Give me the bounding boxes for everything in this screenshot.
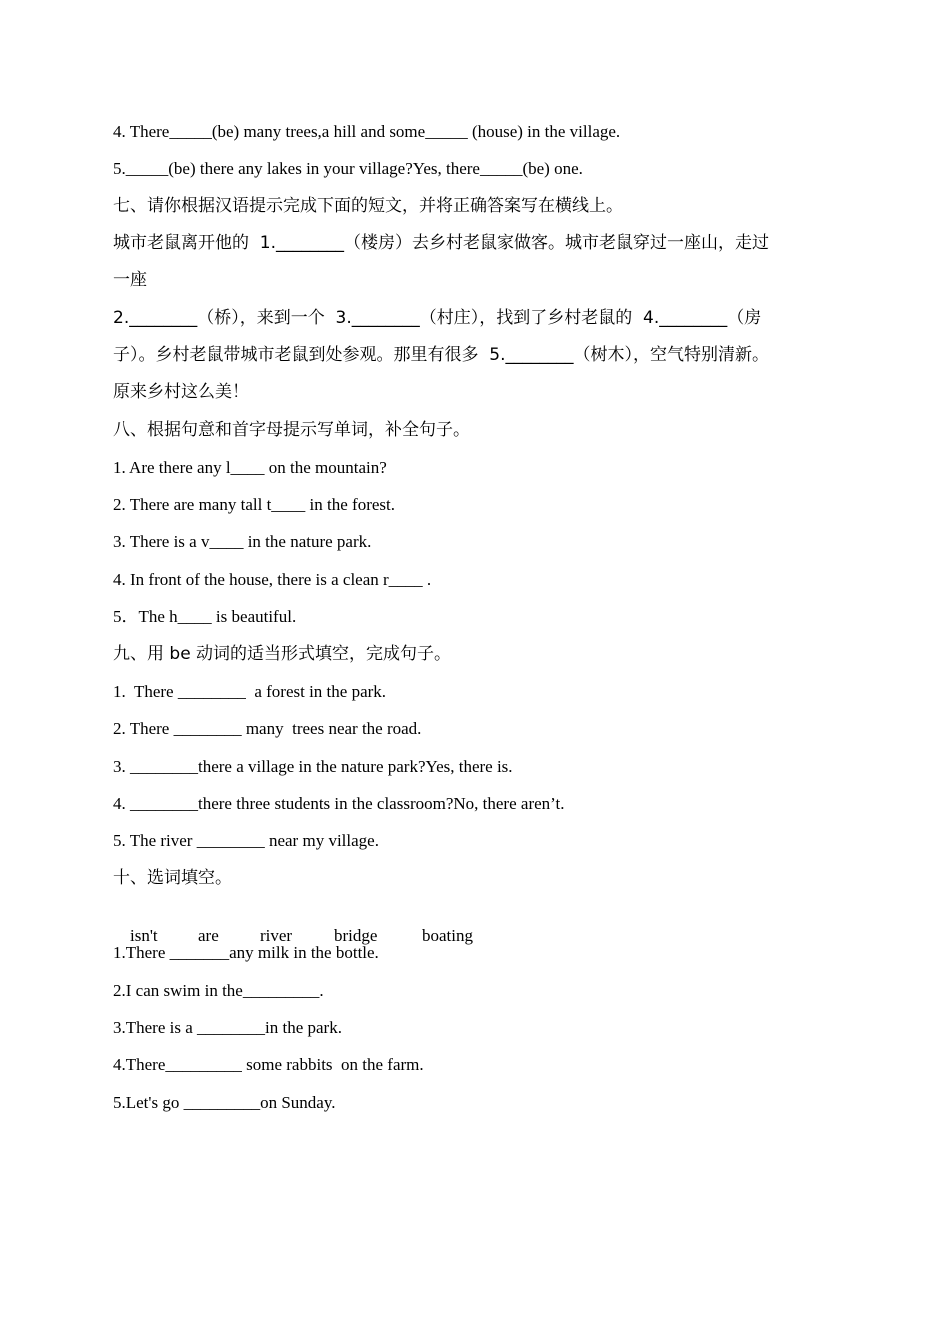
passage-line: 一座 (113, 270, 147, 290)
section-heading: 八、根据句意和首字母提示写单词，补全句子。 (113, 420, 470, 440)
word-bank-item: boating (422, 926, 473, 945)
passage-line: 子）。乡村老鼠带城市老鼠到处参观。那里有很多 5.________（树木），空气特别清新。 (113, 345, 770, 365)
exercise-item: 4. In front of the house, there is a clean r____ . (113, 570, 432, 589)
word-bank-item: bridge (334, 926, 378, 945)
passage-line: 城市老鼠离开他的 1.________（楼房）去乡村老鼠家做客。城市老鼠穿过一座山，走过 (113, 233, 770, 253)
section-heading: 十、选词填空。 (113, 868, 232, 888)
passage-line: 2.________（桥），来到一个 3.________（村庄），找到了乡村老鼠的 4.________（房 (113, 308, 762, 328)
exercise-item: 4. ________there three students in the classroom?No, there aren’t. (113, 794, 565, 813)
word-bank-item: isn't (130, 926, 158, 945)
passage-line: 原来乡村这么美！ (113, 382, 249, 402)
exercise-item: 5. The river ________ near my village. (113, 831, 379, 850)
section-heading: 七、请你根据汉语提示完成下面的短文，并将正确答案写在横线上。 (113, 196, 623, 216)
section-heading: 九、用 be 动词的适当形式填空，完成句子。 (113, 644, 452, 664)
exercise-item: 5．The h____ is beautiful. (113, 607, 297, 626)
exercise-item: 1. Are there any l____ on the mountain? (113, 458, 387, 477)
worksheet-page (113, 0, 853, 1344)
word-bank-item: are (198, 926, 219, 945)
word-bank-item: river (260, 926, 293, 945)
exercise-item: 5._____(be) there any lakes in your village?Yes, there_____(be) one. (113, 159, 583, 178)
exercise-item: 3. ________there a village in the nature park?Yes, there is. (113, 757, 513, 776)
exercise-item: 2. There ________ many trees near the road. (113, 719, 422, 738)
exercise-item: 5.Let's go _________on Sunday. (113, 1093, 336, 1112)
exercise-item: 1. There ________ a forest in the park. (113, 682, 387, 701)
exercise-item: 4.There_________ some rabbits on the farm. (113, 1055, 424, 1074)
exercise-item: 2. There are many tall t____ in the forest. (113, 495, 395, 514)
exercise-item: 3.There is a ________in the park. (113, 1018, 342, 1037)
exercise-item: 1.There _______any milk in the bottle. (113, 943, 379, 962)
exercise-item: 2.I can swim in the_________. (113, 981, 324, 1000)
exercise-item: 3. There is a v____ in the nature park. (113, 532, 372, 551)
exercise-item: 4. There_____(be) many trees,a hill and some_____ (house) in the village. (113, 122, 621, 141)
